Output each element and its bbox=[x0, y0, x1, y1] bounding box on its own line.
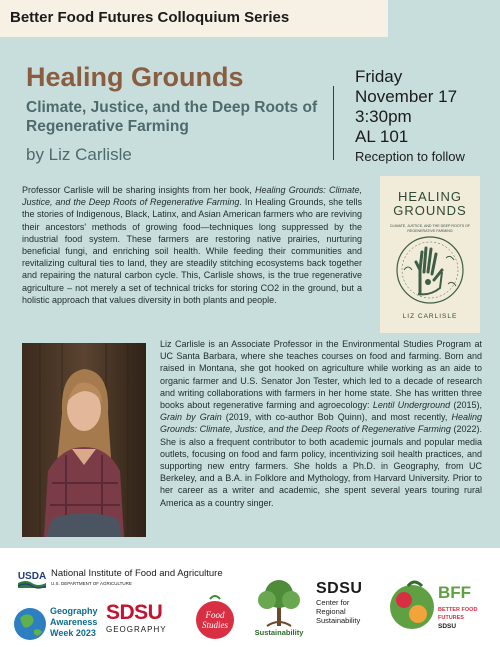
sdsu-geography-mark: SDSU bbox=[106, 601, 163, 624]
intro-paragraph bbox=[22, 184, 362, 306]
bff-line-2: FUTURES bbox=[438, 615, 464, 621]
bff-mark: BFF bbox=[438, 583, 472, 602]
book-cover-title bbox=[380, 190, 480, 218]
book-cover-subtitle: CLIMATE, JUSTICE, AND THE DEEP ROOTS OF REGENERATIVE FARMING bbox=[389, 224, 471, 233]
crs-line-1: Center for bbox=[316, 598, 350, 607]
intro-text-1: Professor Carlisle will be sharing insights from her book, bbox=[22, 185, 256, 195]
event-time: 3:30pm bbox=[355, 107, 412, 126]
event-details bbox=[355, 67, 465, 166]
bio-book-3: Healing Grounds: Climate, Justice, and the Deep Roots of Regenerative Farming bbox=[160, 412, 482, 435]
sustainability-logo-icon bbox=[251, 574, 307, 640]
geography-awareness-week-logo-icon bbox=[12, 600, 102, 644]
usda-mark: USDA bbox=[17, 571, 47, 582]
book-cover bbox=[380, 176, 480, 333]
sdsu-geography-logo bbox=[106, 601, 182, 641]
event-day: Friday bbox=[355, 67, 403, 86]
speaker-portrait bbox=[22, 343, 146, 537]
book-cover-title-line-1: HEALING bbox=[397, 189, 463, 204]
bio-text-2: (2015), bbox=[450, 400, 482, 411]
better-food-futures-logo-icon bbox=[388, 574, 486, 640]
series-banner bbox=[0, 0, 388, 37]
crs-sdsu-mark: SDSU bbox=[316, 580, 363, 597]
bio-text-3: (2019, with co-author Bob Quinn), and most recently, bbox=[221, 412, 452, 423]
food-studies-line-2: Studies bbox=[202, 620, 228, 630]
bio-book-2: Grain by Grain bbox=[160, 412, 222, 423]
bff-line-1: BETTER FOOD bbox=[438, 607, 478, 613]
crs-line-2: Regional bbox=[316, 607, 346, 616]
talk-title: Healing Grounds bbox=[26, 62, 244, 92]
speaker-bio bbox=[160, 338, 482, 509]
usda-logo-icon bbox=[16, 568, 48, 590]
nifa-name: National Institute of Food and Agriculture bbox=[51, 568, 223, 579]
food-studies-line-1: Food bbox=[205, 610, 225, 620]
gaw-line-3: Week 2023 bbox=[50, 628, 96, 638]
intro-book-title: Healing Grounds: Climate, Justice, and the Deep Roots of Regenerative Farming bbox=[22, 185, 362, 208]
book-cover-title-line-2: GROUNDS bbox=[393, 203, 467, 218]
event-room: AL 101 bbox=[355, 127, 409, 146]
sponsor-footer bbox=[0, 548, 500, 647]
food-studies-logo-icon bbox=[194, 591, 236, 641]
bff-line-3: SDSU bbox=[438, 623, 457, 630]
crs-line-3: Sustainability bbox=[316, 616, 361, 625]
bio-book-1: Lentil Underground bbox=[372, 400, 451, 411]
bio-text-4: (2022). She is also a frequent contributor to both academic journals and popular media outlets, focusing on food and farm policy, incentivizing soil health practices, and supporting new entry farmers. She holds a Ph.D. in Geography, from UC Berkeley, and a B.A. in Folklore and Mythology, from Harvard University. Prior to her career as a writer and academic, she spent several years touring rural America as a country singer. bbox=[160, 424, 482, 508]
hand-illustration-icon bbox=[394, 234, 466, 306]
event-reception: Reception to follow bbox=[355, 149, 465, 164]
event-date: November 17 bbox=[355, 87, 458, 106]
gaw-line-1: Geography bbox=[50, 606, 98, 616]
book-cover-author: LIZ CARLISLE bbox=[402, 313, 458, 320]
speaker-line: by Liz Carlisle bbox=[26, 145, 132, 164]
intro-text-2: . In Healing Grounds, she tells the stories of Indigenous, Black, Latinx, and Asian American farmers who are reviving their ancestors' methods of growing food—techniques long suppressed by the industrial food system. These farmers are restoring native prairies, nurturing beneficial fungi, and enriching soil health. While feeding their communities and revitalizing cultural ties to land, they are steadily stitching ecosystems back together and repairing the natural carbon cycle. This, Carlisle shows, is the true regenerative agriculture – not merely a set of technical tricks for storing CO2 in the ground, but a holistic approach that values diversity in both plants and people. bbox=[22, 197, 362, 305]
series-title: Better Food Futures Colloquium Series bbox=[10, 9, 290, 26]
gaw-line-2: Awareness bbox=[50, 617, 98, 627]
center-for-regional-sustainability-logo bbox=[316, 580, 382, 635]
nifa-subtitle: U.S. DEPARTMENT OF AGRICULTURE bbox=[51, 581, 132, 586]
talk-subtitle: Climate, Justice, and the Deep Roots of Regenerative Farming bbox=[26, 99, 318, 135]
sustainability-label: Sustainability bbox=[254, 628, 304, 637]
sdsu-geography-label: GEOGRAPHY bbox=[106, 625, 167, 634]
bio-text-1: Liz Carlisle is an Associate Professor in the Environmental Studies Program at UC Santa Barbara, where she teaches courses on food and farming. Born and raised in Montana, she got hooked on agriculture while working as an aide to organic farmer and U.S. Senator Jon Tester, which led to a decade of research and writing collaborations with farmers in her home state. She has written three books about regenerative farming and agroecology: bbox=[160, 339, 482, 411]
vertical-divider bbox=[333, 86, 334, 160]
